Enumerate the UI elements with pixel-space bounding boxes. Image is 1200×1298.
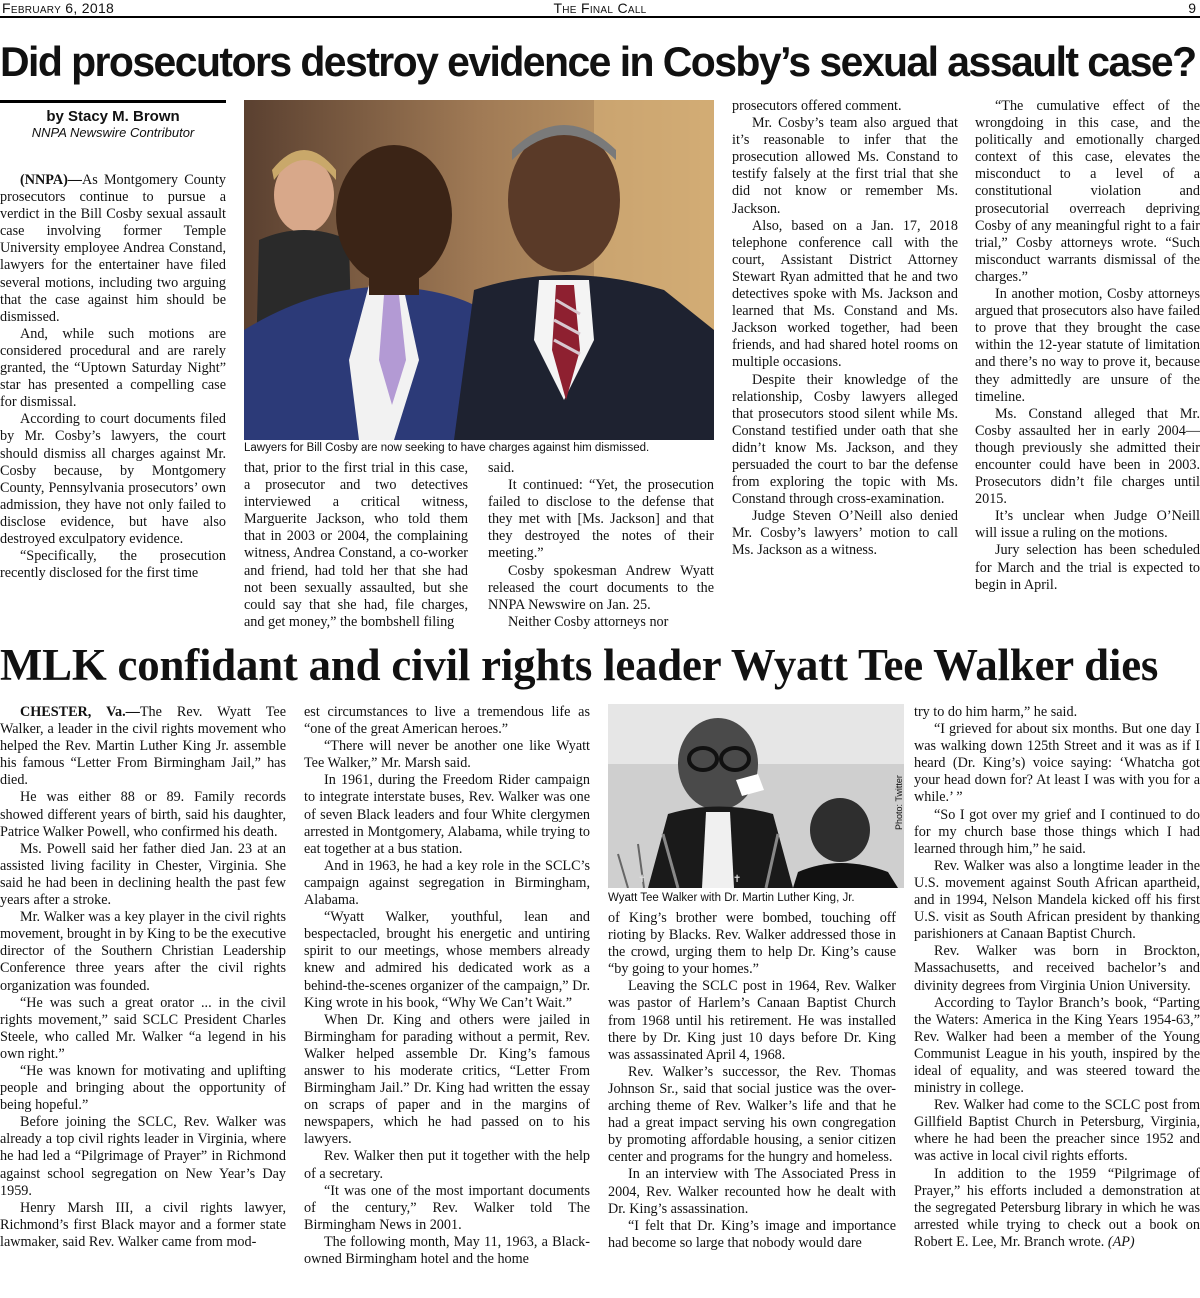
paragraph: In an interview with The Associated Press in 2004, Rev. Walker recounted how he dealt with Dr. King’s assassination. xyxy=(608,1166,896,1217)
story1-column-2 xyxy=(244,460,468,631)
paragraph: “It was one of the most important documents of the century,” Rev. Walker told The Birmingham News in 2001. xyxy=(304,1182,590,1233)
paragraph: Rev. Walker was also a longtime leader in the U.S. movement against South African apartheid, and in 1994, Nelson Mandela kicked off his first U.S. visit as South African president by thanking parishioners at Canaan Baptist Church. xyxy=(914,857,1200,943)
paragraph: “There will never be another one like Wyatt Tee Walker,” Mr. Marsh said. xyxy=(304,738,590,772)
paragraph: In another motion, Cosby attorneys argued that prosecutors also have failed to prove that they brought the case within the 12-year statute of limitation and there’s no way to prove it, because they admittedly are unsure of the timeline. xyxy=(975,286,1200,405)
page-header xyxy=(0,0,1200,18)
story2-column-2 xyxy=(304,704,590,1268)
story2-column-3 xyxy=(608,910,896,1252)
issue-date: February 6, 2018 xyxy=(2,0,115,16)
paragraph: “The cumulative effect of the wrongdoing in this case, and the politically and emotionally charged context of this case, elevates the misconduct to a level of a constitutional violation and prosecutorial overreach depriving Cosby of any meaningful right to a fair trial,” Cosby attorneys wrote. “Such misconduct warrants dismissal of the charges.” xyxy=(975,98,1200,285)
cosby-photo-caption: Lawyers for Bill Cosby are now seeking to have charges against him dismissed. xyxy=(244,442,650,454)
paragraph: Rev. Walker was born in Brockton, Massachusetts, and received bachelor’s and divinity degrees from Virginia Union University. xyxy=(914,943,1200,994)
story1-column-3 xyxy=(488,460,714,631)
paragraph: Mr. Cosby’s team also argued that it’s reasonable to infer that the prosecution allowed Ms. Constand to testify falsely at the first trial that she did not know or remember Ms. Jackson. xyxy=(732,115,958,217)
paragraph: In addition to the 1959 “Pilgrimage of Prayer,” his efforts included a demonstration at the segregated Petersburg library in which he was arrested while trying to check out a book on Robert E. Lee, Mr. Branch wrote. (AP) xyxy=(914,1165,1200,1250)
paragraph: And, while such motions are considered procedural and are rarely granted, the “Uptown Saturday Night” star has presented a compelling case for dismissal. xyxy=(0,325,226,411)
cosby-photo xyxy=(244,100,714,440)
photo-credit: Photo: Twitter xyxy=(894,775,904,830)
paragraph: “I grieved for about six months. But one day I was walking down 125th Street and it was as if I heard (Dr. King’s) voice saying: ‘Whatcha got your head down for? At least I was with you for a while.’ ” xyxy=(914,721,1200,806)
paragraph: Henry Marsh III, a civil rights lawyer, Richmond’s first Black mayor and a former state lawmaker, said Rev. Walker came from mod- xyxy=(0,1199,286,1250)
walker-king-photo-image xyxy=(608,704,904,888)
svg-text:✝: ✝ xyxy=(638,874,647,885)
story2-column-1 xyxy=(0,704,286,1251)
story1-byline xyxy=(0,100,226,140)
publication-name: The Final Call xyxy=(553,0,647,16)
paragraph: Leaving the SCLC post in 1964, Rev. Walker was pastor of Harlem’s Canaan Baptist Church from 1968 until his retirement. He was installed there by Dr. King just 10 days before Dr. King was assassinated April 4, 1968. xyxy=(608,978,896,1063)
paragraph xyxy=(0,704,286,789)
paragraph: Rev. Walker then put it together with the help of a secretary. xyxy=(304,1148,590,1182)
paragraph: “So I got over my grief and I continued to do for my church base those things which I had learned through him,” he said. xyxy=(914,806,1200,857)
paragraph-text: The Rev. Wyatt Tee Walker, a leader in the civil rights movement who helped the Rev. Martin Luther King Jr. assemble his famous “Letter From Birmingham Jail,” has died. xyxy=(0,704,286,789)
story2-headline: MLK confidant and civil rights leader Wyatt Tee Walker dies xyxy=(0,640,1159,690)
dateline: CHESTER, Va.— xyxy=(20,704,140,720)
paragraph: According to Taylor Branch’s book, “Parting the Waters: America in the King Years 1954-63,” Rev. Walker had been a member of the Young Communist League in his youth, inspired by the ideal of equality, and was steered toward the ministry in college. xyxy=(914,994,1200,1097)
paragraph: Cosby spokesman Andrew Wyatt released the court documents to the NNPA Newswire on Jan. 25. xyxy=(488,562,714,613)
paragraph: Also, based on a Jan. 17, 2018 telephone conference call with the court, Assistant District Attorney Stewart Ryan admitted that he and two detectives spoke with Ms. Jackson and learned that Ms. Constand and Ms. Jackson worked together, had been friends, and had shared hotel rooms on multiple occasions. xyxy=(732,217,958,371)
paragraph: of King’s brother were bombed, touching off rioting by Blacks. Rev. Walker addressed those in the crowd, urging them to help Dr. King’s cause “by going to your homes.” xyxy=(608,910,896,978)
paragraph: He was either 88 or 89. Family records showed different years of birth, said his daughter, Patrice Walker Powell, who confirmed his death. xyxy=(0,789,286,840)
paragraph: “He was such a great orator ... in the civil rights movement,” said SCLC President Charles Steele, who called Mr. Walker “a legend in his own right.” xyxy=(0,994,286,1062)
paragraph: According to court documents filed by Mr. Cosby’s lawyers, the court should dismiss all charges against Mr. Cosby because, by Montgomery County, Pennsylvania prosecutors’ own admission, they have not only failed to disclose evidence, but have also destroyed exculpatory evidence. xyxy=(0,411,226,547)
svg-text:✝: ✝ xyxy=(733,874,742,885)
signoff: (AP) xyxy=(1104,1233,1135,1250)
paragraph: Rev. Walker had come to the SCLC post from Gillfield Baptist Church in Petersburg, Virginia, where he had been the preacher since 1952 and was active in local civil rights efforts. xyxy=(914,1097,1200,1165)
paragraph: “Specifically, the prosecution recently disclosed for the first time xyxy=(0,548,226,582)
paragraph-text: As Montgomery County prosecutors continue to pursue a verdict in the Bill Cosby sexual assault case involving former Temple University employee Andrea Constand, lawyers for the entertainer have filed several motions, including two arguing that the case against him should be dismissed. xyxy=(0,172,226,325)
walker-king-photo-caption: Wyatt Tee Walker with Dr. Martin Luther King, Jr. xyxy=(608,892,855,904)
story1-column-4 xyxy=(732,98,958,560)
paragraph: try to do him harm,” he said. xyxy=(914,704,1078,720)
paragraph: that, prior to the first trial in this case, a prosecutor and two detectives interviewed a critical witness, Marguerite Jackson, who told them that in 2003 or 2004, the complaining witness, Andrea Constand, a co-worker and friend, had told her that she had not been sexually assaulted, but she could say that she had, file charges, and get money,” the bombshell filing xyxy=(244,460,468,630)
cosby-photo-image xyxy=(244,100,714,440)
paragraph: “I felt that Dr. King’s image and importance had become so large that nobody would dare xyxy=(608,1217,896,1251)
paragraph: prosecutors offered comment. xyxy=(732,98,902,114)
dateline: (NNPA)— xyxy=(20,172,82,188)
walker-king-photo xyxy=(608,704,904,888)
paragraph: Ms. Powell said her father died Jan. 23 at an assisted living facility in Chester, Virginia. She said he had been in declining health the past few years after a stroke. xyxy=(0,840,286,909)
paragraph: When Dr. King and others were jailed in Birmingham for parading without a permit, Rev. Walker helped assemble Dr. King’s famous answer to his moderate critics, “Letter From Birmingham Jail.” Dr. King had written the essay on scraps of paper and in the margins of newspapers, which he had passed on to his lawyers. xyxy=(304,1011,590,1148)
story1-headline: Did prosecutors destroy evidence in Cosby’s sexual assault case? xyxy=(0,38,1196,85)
paragraph: Mr. Walker was a key player in the civil rights movement, brought in by King to be the executive director of the Southern Christian Leadership Conference three years after the civil rights organization was founded. xyxy=(0,909,286,994)
paragraph: And in 1963, he had a key role in the SCLC’s campaign against segregation in Birmingham, Alabama. xyxy=(304,857,590,909)
paragraph: est circumstances to live a tremendous life as “one of the great American heroes.” xyxy=(304,704,590,738)
paragraph: Judge Steven O’Neill also denied Mr. Cosby’s lawyers’ motion to call Ms. Jackson as a witness. xyxy=(732,508,958,559)
paragraph xyxy=(0,172,226,326)
paragraph: In 1961, during the Freedom Rider campaign to integrate interstate buses, Rev. Walker was one of seven Black leaders and four White clergymen arrested in Montgomery, Alabama, while trying to eat together at a bus station. xyxy=(304,772,590,857)
paragraph: It’s unclear when Judge O’Neill will issue a ruling on the motions. xyxy=(975,508,1200,542)
paragraph: “He was known for motivating and uplifting people and bringing about the opportunity of being hopeful.” xyxy=(0,1062,286,1114)
paragraph: Before joining the SCLC, Rev. Walker was already a top civil rights leader in Virginia, where he had led a “Pilgrimage of Prayer” in Richmond against school segregation on New Year’s Day 1959. xyxy=(0,1114,286,1199)
paragraph: Despite their knowledge of the relationship, Cosby lawyers alleged that prosecutors stood silent while Ms. Constand testified under oath that she didn’t know Ms. Jackson, and they persuaded the court to bar the defense from exploring the topic with Ms. Constand through cross-examination. xyxy=(732,371,958,508)
paragraph: The following month, May 11, 1963, a Black-owned Birmingham hotel and the home xyxy=(304,1233,590,1267)
byline-name: by Stacy M. Brown xyxy=(46,108,180,125)
page-number: 9 xyxy=(1188,0,1196,16)
story1-column-5 xyxy=(975,98,1200,594)
paragraph: “Wyatt Walker, youthful, lean and bespectacled, brought his energetic and untiring spirit to our meetings, whose members already knew and admired his dedicated work as a behind-the-scenes organizer of the campaign,” Dr. King wrote in his book, “Why We Can’t Wait.” xyxy=(304,909,590,1011)
story1-column-1 xyxy=(0,172,226,582)
paragraph: Neither Cosby attorneys nor xyxy=(508,613,669,630)
paragraph: Rev. Walker’s successor, the Rev. Thomas Johnson Sr., said that social justice was the over-arching theme of Rev. Walker’s life and that he had a great impact serving his own congregation by promoting affordable housing, a senior citizen center and programs for the hungry and homeless. xyxy=(608,1063,896,1166)
byline-role: NNPA Newswire Contributor xyxy=(31,125,195,140)
paragraph: said. xyxy=(488,460,515,476)
story2-column-4 xyxy=(914,704,1200,1251)
paragraph: Ms. Constand alleged that Mr. Cosby assaulted her in early 2004—though previously she admitted their encounter could have been in 2003. Prosecutors didn’t file charges until 2015. xyxy=(975,405,1200,508)
paragraph: It continued: “Yet, the prosecution failed to disclose to the defense that they met with [Ms. Jackson] and that they destroyed the notes of their meeting.” xyxy=(488,477,714,562)
paragraph: Jury selection has been scheduled for March and the trial is expected to begin in April. xyxy=(975,542,1200,593)
